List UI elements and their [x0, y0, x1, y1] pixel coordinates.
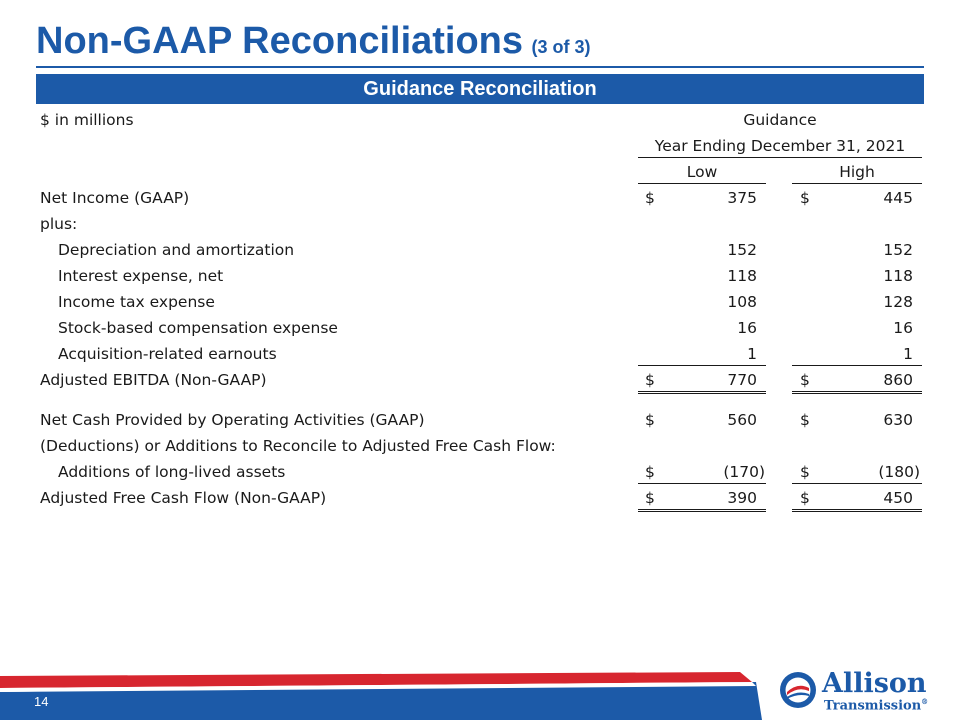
- logo-tagline: [824, 697, 928, 713]
- row-low-value: 152: [727, 241, 757, 259]
- row-label: (Deductions) or Additions to Reconcile to Adjusted Free Cash Flow:: [40, 437, 556, 455]
- row-low-value: (170): [723, 463, 765, 481]
- row-low-currency: $: [645, 463, 655, 481]
- row-high-value: 450: [883, 489, 913, 507]
- logo-wordmark: Allison: [822, 668, 927, 699]
- row-high-value: 118: [883, 267, 913, 285]
- total-double-underline-low: [638, 509, 766, 512]
- title-main: Non-GAAP Reconciliations: [36, 20, 524, 62]
- subtotal-underline-low: [638, 483, 766, 484]
- total-double-underline-high: [792, 509, 922, 512]
- row-high-value: 1: [903, 345, 913, 363]
- header-period: Year Ending December 31, 2021: [654, 137, 906, 155]
- row-low-value: 560: [727, 411, 757, 429]
- row-label: Acquisition-related earnouts: [58, 345, 277, 363]
- row-label: Depreciation and amortization: [58, 241, 295, 259]
- row-low-currency: $: [645, 411, 655, 429]
- row-high-currency: $: [800, 189, 810, 207]
- row-low-value: 118: [727, 267, 757, 285]
- col-low-header: Low: [686, 163, 718, 181]
- row-low-value: 16: [737, 319, 757, 337]
- row-label: Adjusted EBITDA (Non-GAAP): [40, 371, 267, 389]
- subtotal-underline-high: [792, 483, 922, 484]
- header-group: Guidance: [743, 111, 817, 129]
- col-high-header: High: [839, 163, 875, 181]
- row-low-value: 770: [727, 371, 757, 389]
- row-label: Income tax expense: [58, 293, 215, 311]
- row-label: plus:: [40, 215, 78, 233]
- row-high-value: 860: [883, 371, 913, 389]
- high-header-underline: [792, 183, 922, 184]
- row-low-currency: $: [645, 489, 655, 507]
- subtotal-underline-low: [638, 365, 766, 366]
- title-suffix: (3 of 3): [531, 37, 591, 57]
- row-low-currency: $: [645, 371, 655, 389]
- row-high-currency: $: [800, 371, 810, 389]
- row-high-currency: $: [800, 489, 810, 507]
- row-high-currency: $: [800, 463, 810, 481]
- row-label: Additions of long-lived assets: [58, 463, 286, 481]
- low-header-underline: [638, 183, 766, 184]
- registered-mark: ®: [921, 697, 929, 706]
- row-low-currency: $: [645, 189, 655, 207]
- logo-tagline-text: Transmission: [824, 698, 922, 714]
- row-label: Interest expense, net: [58, 267, 224, 285]
- section-banner: Guidance Reconciliation: [36, 74, 924, 104]
- row-label: Adjusted Free Cash Flow (Non-GAAP): [40, 489, 327, 507]
- total-double-underline-high: [792, 391, 922, 394]
- row-label: Net Income (GAAP): [40, 189, 190, 207]
- total-double-underline-low: [638, 391, 766, 394]
- row-low-value: 390: [727, 489, 757, 507]
- row-high-value: 152: [883, 241, 913, 259]
- period-underline: [638, 157, 922, 158]
- row-high-value: 16: [893, 319, 913, 337]
- row-high-value: 630: [883, 411, 913, 429]
- units-label: $ in millions: [40, 111, 134, 129]
- row-high-value: (180): [878, 463, 920, 481]
- row-label: Stock-based compensation expense: [58, 319, 338, 337]
- allison-logo-icon: [778, 670, 818, 710]
- row-label: Net Cash Provided by Operating Activities (GAAP): [40, 411, 425, 429]
- row-low-value: 1: [747, 345, 757, 363]
- row-high-value: 128: [883, 293, 913, 311]
- row-high-value: 445: [883, 189, 913, 207]
- row-high-currency: $: [800, 411, 810, 429]
- row-low-value: 375: [727, 189, 757, 207]
- page-number: 14: [34, 694, 49, 709]
- subtotal-underline-high: [792, 365, 922, 366]
- row-low-value: 108: [727, 293, 757, 311]
